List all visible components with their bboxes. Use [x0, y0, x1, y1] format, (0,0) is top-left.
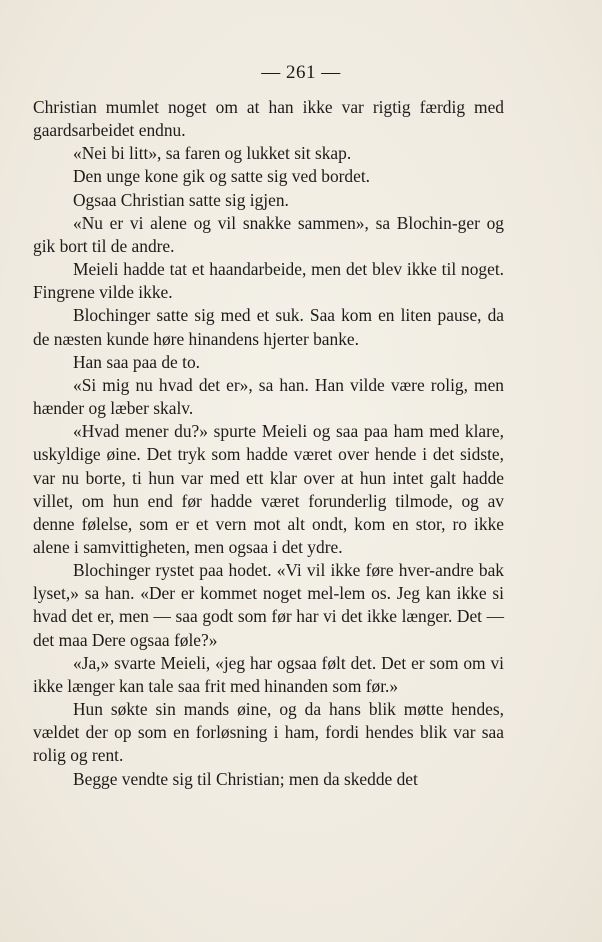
body-text	[33, 96, 504, 791]
paragraph: Christian mumlet noget om at han ikke var rigtig færdig med gaardsarbeidet endnu.	[33, 97, 504, 141]
paragraph: Blochinger rystet paa hodet. «Vi vil ikke føre hver-andre bak lyset,» sa han. «Der er kommet noget mel-lem os. Jeg kan ikke si hvad det er, men — saa godt som før har vi det ikke længer. Det — det maa Dere ogsaa føle?»	[33, 560, 504, 650]
paragraph: «Nu er vi alene og vil snakke sammen», sa Blochin-ger og gik bort til de andre.	[33, 212, 504, 256]
paragraph: «Hvad mener du?» spurte Meieli og saa paa ham med klare, uskyldige øine. Det tryk som hadde været over hende i det sidste, var nu borte, ti hun var med ett klar over at hun intet galt hadde villet, om hun end før hadde været forunderlig tilmode, og av denne følelse, som er et vern mot alt ondt, kom en stor, ro ikke alene i samvittigheten, men ogsaa i det ydre.	[33, 421, 504, 557]
paragraph: Meieli hadde tat et haandarbeide, men det blev ikke til noget. Fingrene vilde ikke.	[33, 259, 504, 303]
paragraph: «Ja,» svarte Meieli, «jeg har ogsaa følt det. Det er som om vi ikke længer kan tale saa frit med hinanden som før.»	[33, 652, 504, 696]
paragraph: Ogsaa Christian satte sig igjen.	[73, 189, 289, 210]
paragraph: Den unge kone gik og satte sig ved bordet.	[73, 166, 371, 187]
paragraph: Blochinger satte sig med et suk. Saa kom en liten pause, da de næsten kunde høre hinandens hjerter banke.	[33, 305, 504, 349]
paragraph: Han saa paa de to.	[73, 351, 200, 372]
paragraph: «Si mig nu hvad det er», sa han. Han vilde være rolig, men hænder og læber skalv.	[33, 374, 504, 419]
paragraph: Hun søkte sin mands øine, og da hans blik møtte hendes, vældet der op som en forløsning i ham, fordi hendes blik var saa rolig og rent.	[33, 699, 504, 766]
paragraph: «Nei bi litt», sa faren og lukket sit skap.	[73, 143, 352, 164]
paragraph: Begge vendte sig til Christian; men da skedde det	[73, 768, 418, 789]
page-number: — 261 —	[261, 62, 341, 83]
